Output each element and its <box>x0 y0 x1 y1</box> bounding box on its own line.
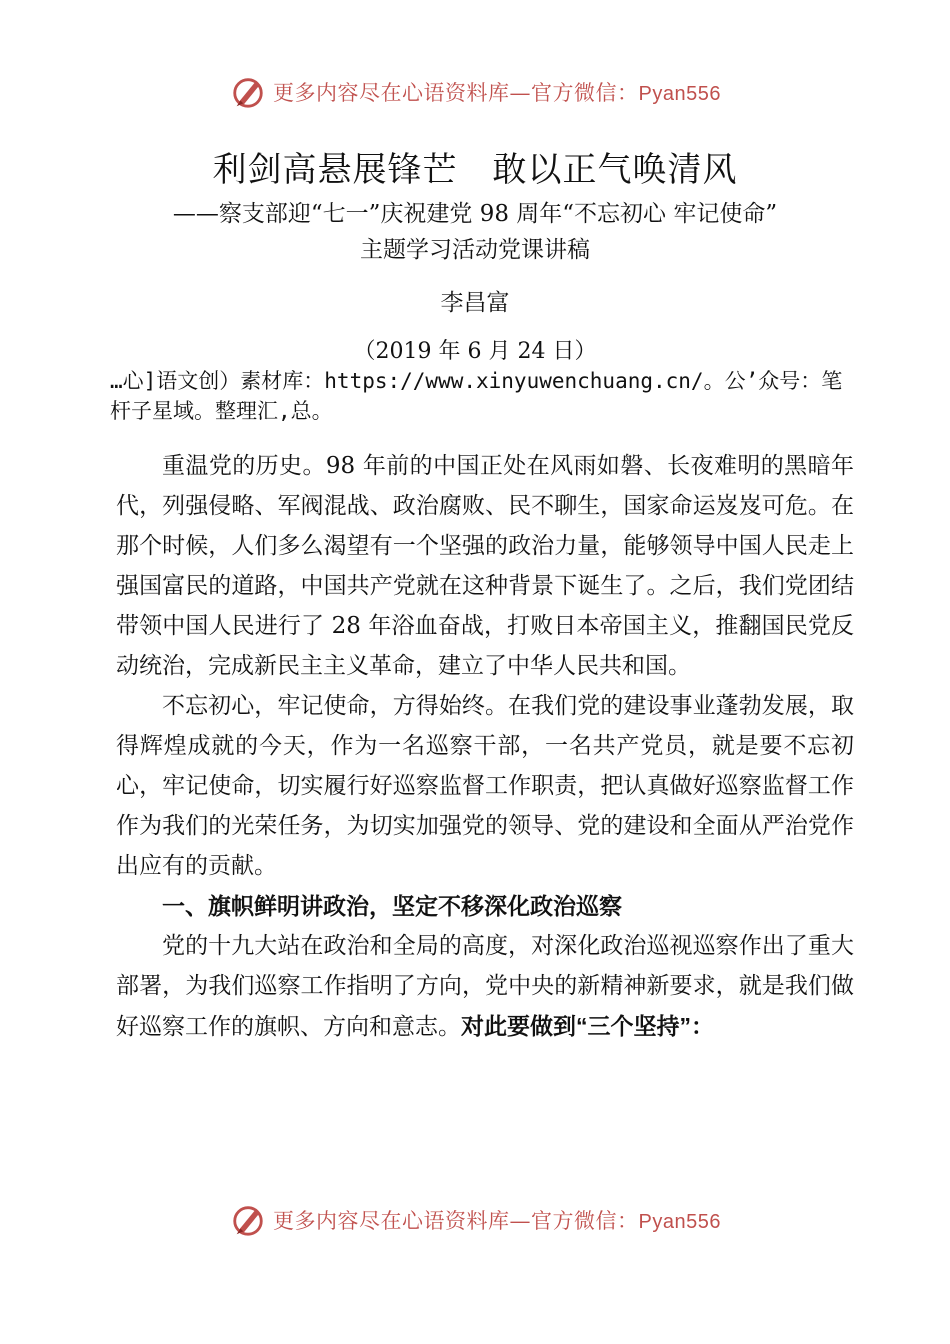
document-subtitle <box>0 196 950 268</box>
source-note: …心]语文创）素材库：https://www.xinyuwenchuang.cn/。公’众号：笔杆子星域。整理汇,总。 <box>110 369 843 423</box>
banner-wechat-id: Pyan556 <box>638 1211 721 1233</box>
banner-main-text: 更多内容尽在心语资料库—官方微信： <box>273 81 639 105</box>
banner-text <box>273 77 721 107</box>
section-heading-1: 一、旗帜鲜明讲政治，坚定不移深化政治巡察 <box>162 893 622 919</box>
header-banner <box>0 72 950 112</box>
body-paragraph-1: 重温党的历史。98 年前的中国正处在风雨如磐、长夜难明的黑暗年代，列强侵略、军阀混战、政治腐败、民不聊生，国家命运岌岌可危。在那个时候，人们多么渴望有一个坚强的政治力量，能够领导中国人民走上强国富民的道路，中国共产党就在这种背景下诞生了。之后，我们党团结带领中国人民进行了 28 年浴血奋战，打败日本帝国主义，推翻国民党反动统治，完成新民主主义革命，建立了中华人民共和国。 <box>116 453 854 679</box>
footer-banner <box>0 1200 950 1240</box>
body-paragraph-3-text: 党的十九大站在政治和全局的高度，对深化政治巡视巡察作出了重大部署，为我们巡察工作指明了方向，党中央的新精神新要求，就是我们做好巡察工作的旗帜、方向和意志。 <box>116 933 854 1040</box>
banner-wechat-id: Pyan556 <box>638 83 721 105</box>
body-paragraph-2: 不忘初心，牢记使命，方得始终。在我们党的建设事业蓬勃发展，取得辉煌成就的今天，作为一名巡察干部，一名共产党员，就是要不忘初心，牢记使命，切实履行好巡察监督工作职责，把认真做好巡察监督工作作为我们的光荣任务，为切实加强党的领导、党的建设和全面从严治党作出应有的贡献。 <box>116 693 854 879</box>
pen-nib-logo-icon <box>229 1202 267 1238</box>
banner-text <box>273 1205 721 1235</box>
pen-nib-logo-icon <box>229 74 267 110</box>
document-date: （2019 年 6 月 24 日） <box>353 339 597 364</box>
subtitle-line-2: 主题学习活动党课讲稿 <box>360 237 590 263</box>
subtitle-line-1: ——察支部迎“七一”庆祝建党 98 周年“不忘初心 牢记使命” <box>172 201 778 227</box>
body-paragraph-3 <box>116 926 854 1047</box>
document-body <box>116 446 854 1047</box>
document-author: 李昌富 <box>440 290 510 316</box>
banner-main-text: 更多内容尽在心语资料库—官方微信： <box>273 1209 639 1233</box>
body-paragraph-3-bold: 对此要做到“三个坚持”： <box>461 1013 714 1039</box>
document-title: 利剑高悬展锋芒 敢以正气唤清风 <box>212 150 738 190</box>
